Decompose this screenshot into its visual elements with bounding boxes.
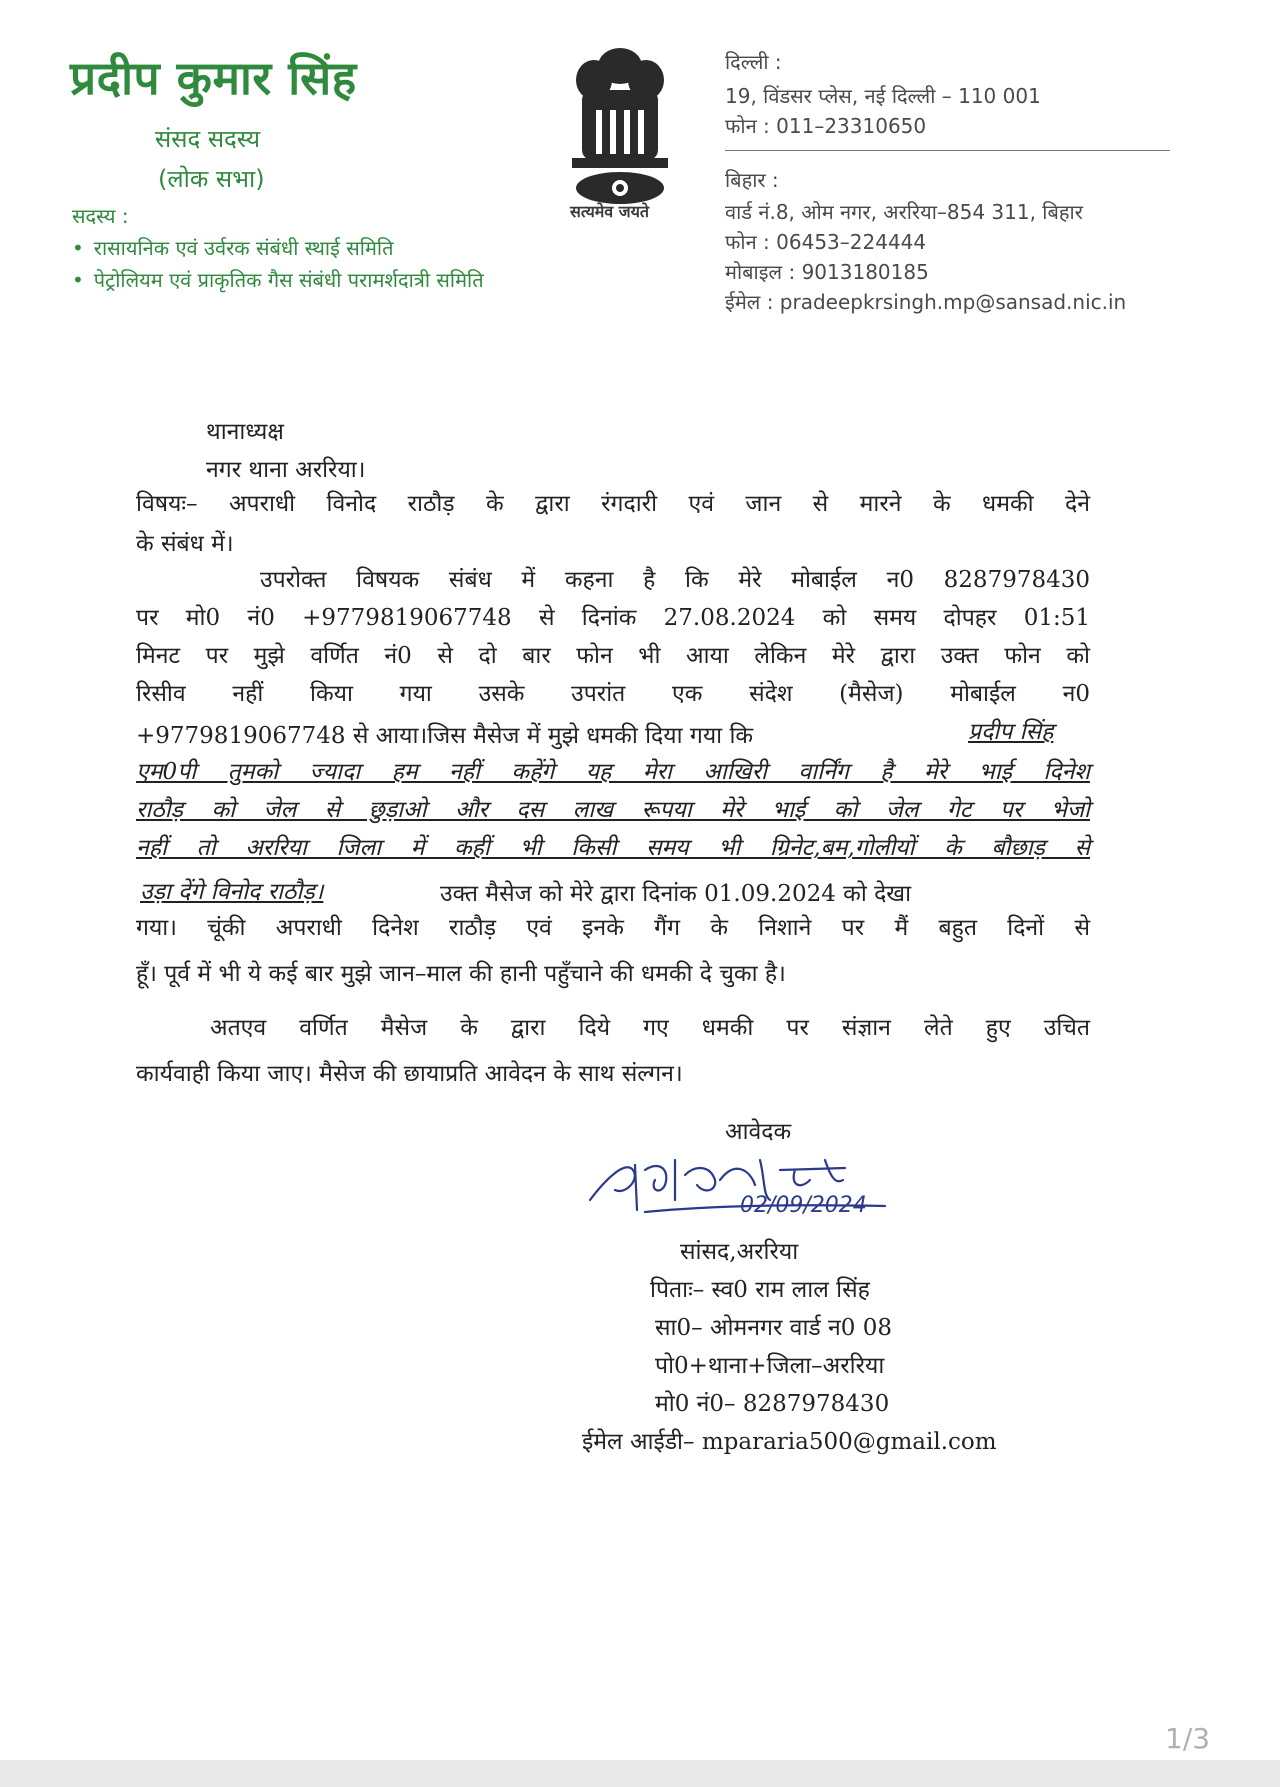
house: (लोक सभा): [158, 165, 265, 193]
delhi-address: 19, विंडसर प्लेस, नई दिल्ली – 110 001: [725, 84, 1041, 108]
subject-line: के संबंध में।: [136, 531, 234, 557]
mp-name: प्रदीप कुमार सिंह: [70, 51, 357, 105]
signer-village: सा0– ओमनगर वार्ड न0 08: [655, 1315, 893, 1341]
address-divider: [725, 150, 1170, 151]
body-line: गया। चूंकी अपराधी दिनेश राठौड़ एवं इनके गैंग के निशाने पर मैं बहुत दिनों से: [136, 915, 1090, 941]
signature-date: 02/09/2024: [740, 1193, 867, 1218]
handwritten-quote: राठौड़ को जेल से छुड़ाओ और दस लाख रूपया मेरे भाई को जेल गेट पर भेजो: [136, 797, 1090, 823]
body-line: पर मो0 नं0 +9779819067748 से दिनांक 27.08.2024 को समय दोपहर 01:51: [136, 605, 1090, 631]
state-emblem-icon: [560, 40, 680, 220]
body-line: उक्त मैसेज को मेरे द्वारा दिनांक 01.09.2024 को देखा: [440, 881, 912, 907]
bihar-mobile: मोबाइल : 9013180185: [725, 260, 929, 284]
bihar-label: बिहार :: [725, 168, 779, 192]
member-label: सदस्य :: [72, 204, 129, 228]
body-line: मिनट पर मुझे वर्णित नं0 से दो बार फोन भी आया लेकिन मेरे द्वारा उक्त फोन को: [136, 643, 1090, 669]
applicant-label: आवेदक: [725, 1119, 792, 1145]
signature-image: [585, 1140, 965, 1230]
handwritten-quote: प्रदीप सिंह: [968, 719, 1054, 745]
addressee-title: थानाध्यक्ष: [206, 419, 284, 445]
bihar-email: ईमेल : pradeepkrsingh.mp@sansad.nic.in: [725, 290, 1127, 314]
page-indicator: 1/3: [1165, 1722, 1211, 1755]
signer-mobile: मो0 नं0– 8287978430: [655, 1391, 890, 1417]
body-line: अतएव वर्णित मैसेज के द्वारा दिये गए धमकी पर संज्ञान लेते हुए उचित: [210, 1015, 1090, 1041]
committee-item: • पेट्रोलियम एवं प्राकृतिक गैस संबंधी परामर्शदात्री समिति: [72, 266, 484, 293]
delhi-label: दिल्ली :: [725, 50, 782, 74]
delhi-phone: फोन : 011–23310650: [725, 114, 927, 138]
signer-post: पो0+थाना+जिला–अररिया: [655, 1353, 885, 1379]
bihar-phone: फोन : 06453–224444: [725, 230, 927, 254]
body-line: कार्यवाही किया जाए। मैसेज की छायाप्रति आवेदन के साथ संल्गन।: [136, 1061, 683, 1087]
viewer-bottom-bar: [0, 1760, 1280, 1787]
signer-father: पिताः– स्व0 राम लाल सिंह: [650, 1277, 870, 1303]
addressee-station: नगर थाना अररिया।: [206, 457, 366, 483]
emblem-motto: सत्यमेव जयते: [570, 202, 650, 221]
body-line: उपरोक्त विषयक संबंध में कहना है कि मेरे मोबाईल न0 8287978430: [260, 567, 1090, 593]
handwritten-quote: नहीं तो अररिया जिला में कहीं भी किसी समय भी ग्रिनेट,बम,गोलीयों के बौछाड़ से: [136, 835, 1090, 861]
signer-designation: सांसद,अररिया: [680, 1239, 799, 1265]
body-line: +9779819067748 से आया।जिस मैसेज में मुझे धमकी दिया गया कि: [136, 723, 754, 749]
committee-item: • रासायनिक एवं उर्वरक संबंधी स्थाई समिति: [72, 234, 394, 261]
body-line: रिसीव नहीं किया गया उसके उपरांत एक संदेश (मैसेज) मोबाईल न0: [136, 681, 1090, 707]
designation: संसद सदस्य: [155, 125, 261, 153]
signer-email: ईमेल आईडी– mpararia500@gmail.com: [582, 1429, 997, 1455]
handwritten-quote: उड़ा देंगे विनोद राठौड़।: [140, 879, 324, 905]
bihar-address: वार्ड नं.8, ओम नगर, अररिया–854 311, बिहार: [725, 200, 1083, 224]
handwritten-quote: एम0पी तुमको ज्यादा हम नहीं कहेंगे यह मेरा आखिरी वार्निंग है मेरे भाई दिनेश: [136, 759, 1090, 785]
body-line: हूँ। पूर्व में भी ये कई बार मुझे जान–माल की हानी पहुँचाने की धमकी दे चुका है।: [136, 961, 786, 987]
subject-line: विषयः– अपराधी विनोद राठौड़ के द्वारा रंगदारी एवं जान से मारने के धमकी देने: [136, 491, 1090, 517]
